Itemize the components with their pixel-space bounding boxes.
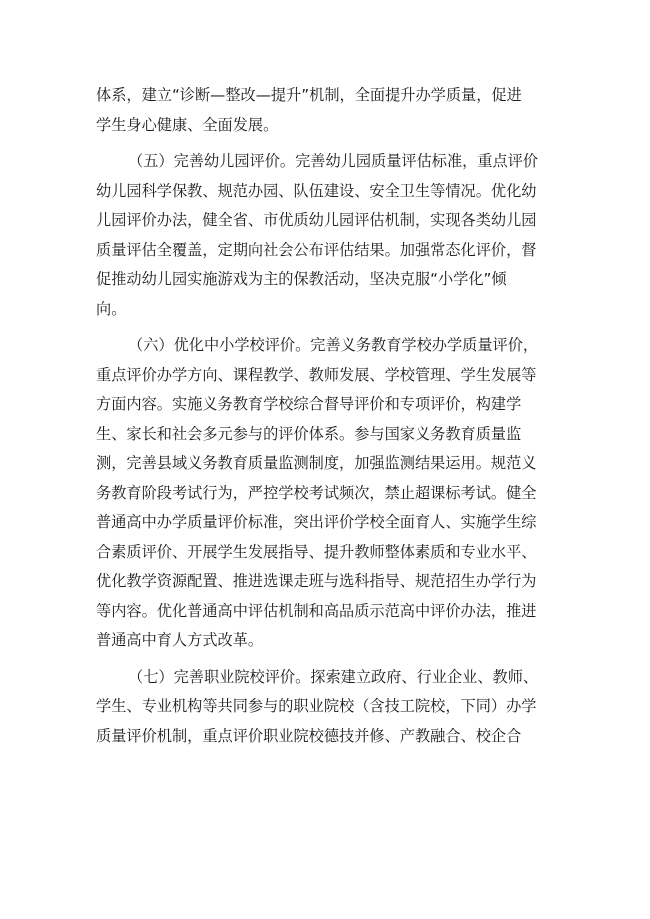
text-line: 合素质评价、开展学生发展指导、提升教师整体素质和专业水平、 bbox=[96, 542, 537, 561]
text-line: 促推动幼儿园实施游戏为主的保教活动，坚决克服“小学化”倾 bbox=[96, 270, 507, 288]
text-line: 方面内容。实施义务教育学校综合督导评价和专项评价，构建学 bbox=[96, 395, 522, 413]
paragraph-kindergarten-evaluation bbox=[96, 147, 566, 324]
text-line: 学生、专业机构等共同参与的职业院校（含技工院校，下同）办学 bbox=[96, 697, 537, 715]
text-line: （七）完善职业院校评价。探索建立政府、行业企业、教师、 bbox=[128, 667, 539, 686]
text-line: 生、家长和社会多元参与的评价体系。参与国家义务教育质量监 bbox=[96, 424, 522, 443]
paragraph-vocational-evaluation bbox=[96, 663, 566, 752]
text-line: （五）完善幼儿园评价。完善幼儿园质量评估标准，重点评价 bbox=[128, 152, 539, 170]
text-line: 质量评估全覆盖，定期向社会公布评估结果。加强常态化评价，督 bbox=[96, 240, 537, 259]
text-line: 等内容。优化普通高中评估机制和高品质示范高中评价办法，推进 bbox=[96, 601, 537, 620]
text-line: （六）优化中小学校评价。完善义务教育学校办学质量评价， bbox=[128, 336, 539, 354]
paragraph-school-evaluation bbox=[96, 331, 566, 656]
document-body bbox=[96, 81, 566, 751]
text-line: 务教育阶段考试行为，严控学校考试频次，禁止超课标考试。健全 bbox=[96, 483, 537, 502]
text-line: 向。 bbox=[96, 299, 127, 318]
text-line: 幼儿园科学保教、规范办园、队伍建设、安全卫生等情况。优化幼 bbox=[96, 181, 537, 200]
text-line: 儿园评价办法，健全省、市优质幼儿园评估机制，实现各类幼儿园 bbox=[96, 211, 537, 229]
paragraph-continuation bbox=[96, 81, 566, 140]
text-line: 优化教学资源配置、推进选课走班与选科指导、规范招生办学行为 bbox=[96, 572, 537, 590]
text-line: 普通高中育人方式改革。 bbox=[96, 631, 264, 649]
text-line: 学生身心健康、全面发展。 bbox=[96, 115, 279, 134]
text-line: 质量评价机制，重点评价职业院校德技并修、产教融合、校企合 bbox=[96, 726, 522, 745]
text-line: 体系，建立“诊断—整改—提升”机制，全面提升办学质量，促进 bbox=[96, 86, 522, 104]
text-line: 重点评价办学方向、课程教学、教师发展、学校管理、学生发展等 bbox=[96, 365, 537, 384]
text-line: 测，完善县域义务教育质量监测制度，加强监测结果运用。规范义 bbox=[96, 454, 537, 472]
text-line: 普通高中办学质量评价标准，突出评价学校全面育人、实施学生综 bbox=[96, 513, 537, 531]
